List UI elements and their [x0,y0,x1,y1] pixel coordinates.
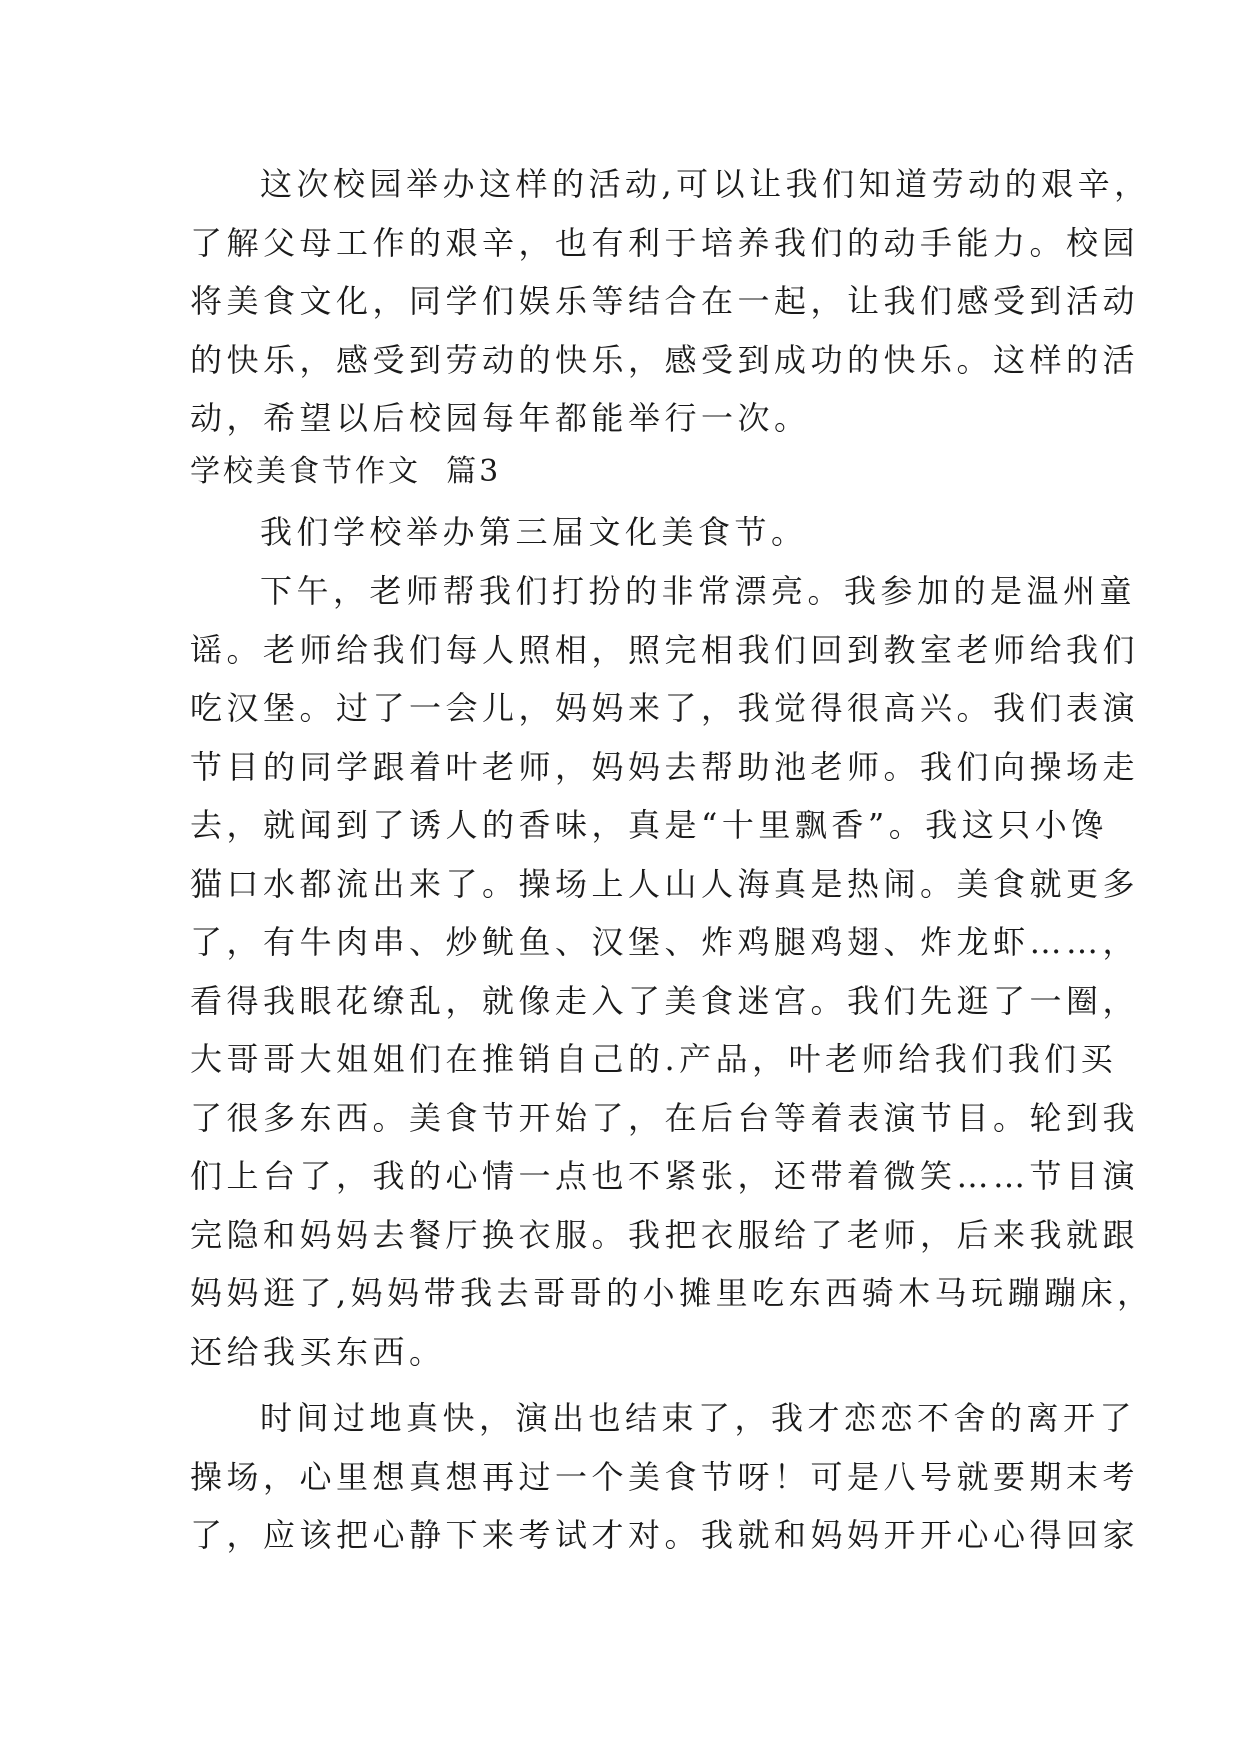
paragraph-line: 节目的同学跟着叶老师，妈妈去帮助池老师。我们向操场走 [190,747,1140,786]
paragraph-line: 大哥哥大姐姐们在推销自己的.产品，叶老师给我们我们买 [190,1040,1118,1078]
paragraph-line: 动，希望以后校园每年都能举行一次。 [190,399,811,437]
paragraph-4 [190,1389,1140,1565]
paragraph-line: 看得我眼花缭乱，就像走入了美食迷宫。我们先逛了一圈， [190,981,1140,1020]
section-heading: 学校美食节作文 篇3 [190,454,502,489]
paragraph-line: 我们学校举办第三届文化美食节。 [260,513,808,551]
paragraph-3 [190,562,1154,1381]
paragraph-line: 下午，老师帮我们打扮的非常漂亮。我参加的是温州童 [260,572,1137,610]
paragraph-2 [190,503,1090,562]
paragraph-line: 这次校园举办这样的活动,可以让我们知道劳动的艰辛， [260,165,1151,203]
paragraph-line: 操场，心里想真想再过一个美食节呀！可是八号就要期末考 [190,1457,1140,1496]
paragraph-line: 了解父母工作的艰辛，也有利于培养我们的动手能力。校园 [190,223,1140,262]
paragraph-line: 了很多东西。美食节开始了，在后台等着表演节目。轮到我 [190,1098,1140,1137]
paragraph-line: 谣。老师给我们每人照相，照完相我们回到教室老师给我们 [190,630,1140,669]
paragraph-line: 的快乐，感受到劳动的快乐，感受到成功的快乐。这样的活 [190,340,1140,379]
paragraph-line: 了，有牛肉串、炒鱿鱼、汉堡、炸鸡腿鸡翅、炸龙虾……， [190,923,1140,961]
paragraph-line: 将美食文化，同学们娱乐等结合在一起，让我们感受到活动 [190,282,1140,320]
paragraph-line: 去，就闻到了诱人的香味，真是“十里飘香”。我这只小馋 [190,806,1108,844]
paragraph-line: 完隐和妈妈去餐厅换衣服。我把衣服给了老师，后来我就跟 [190,1215,1140,1254]
paragraph-line: 还给我买东西。 [190,1332,446,1371]
paragraph-line: 们上台了，我的心情一点也不紧张，还带着微笑……节目演 [190,1157,1140,1195]
paragraph-line: 妈妈逛了,妈妈带我去哥哥的小摊里吃东西骑木马玩蹦蹦床， [190,1274,1154,1312]
paragraph-line: 猫口水都流出来了。操场上人山人海真是热闹。美食就更多 [190,864,1140,903]
paragraph-line: 了，应该把心静下来考试才对。我就和妈妈开开心心得回家 [190,1516,1140,1554]
paragraph-line: 时间过地真快，演出也结束了，我才恋恋不舍的离开了 [260,1399,1137,1437]
paragraph-line: 吃汉堡。过了一会儿，妈妈来了，我觉得很高兴。我们表演 [190,689,1140,727]
paragraph-1 [190,155,1151,448]
